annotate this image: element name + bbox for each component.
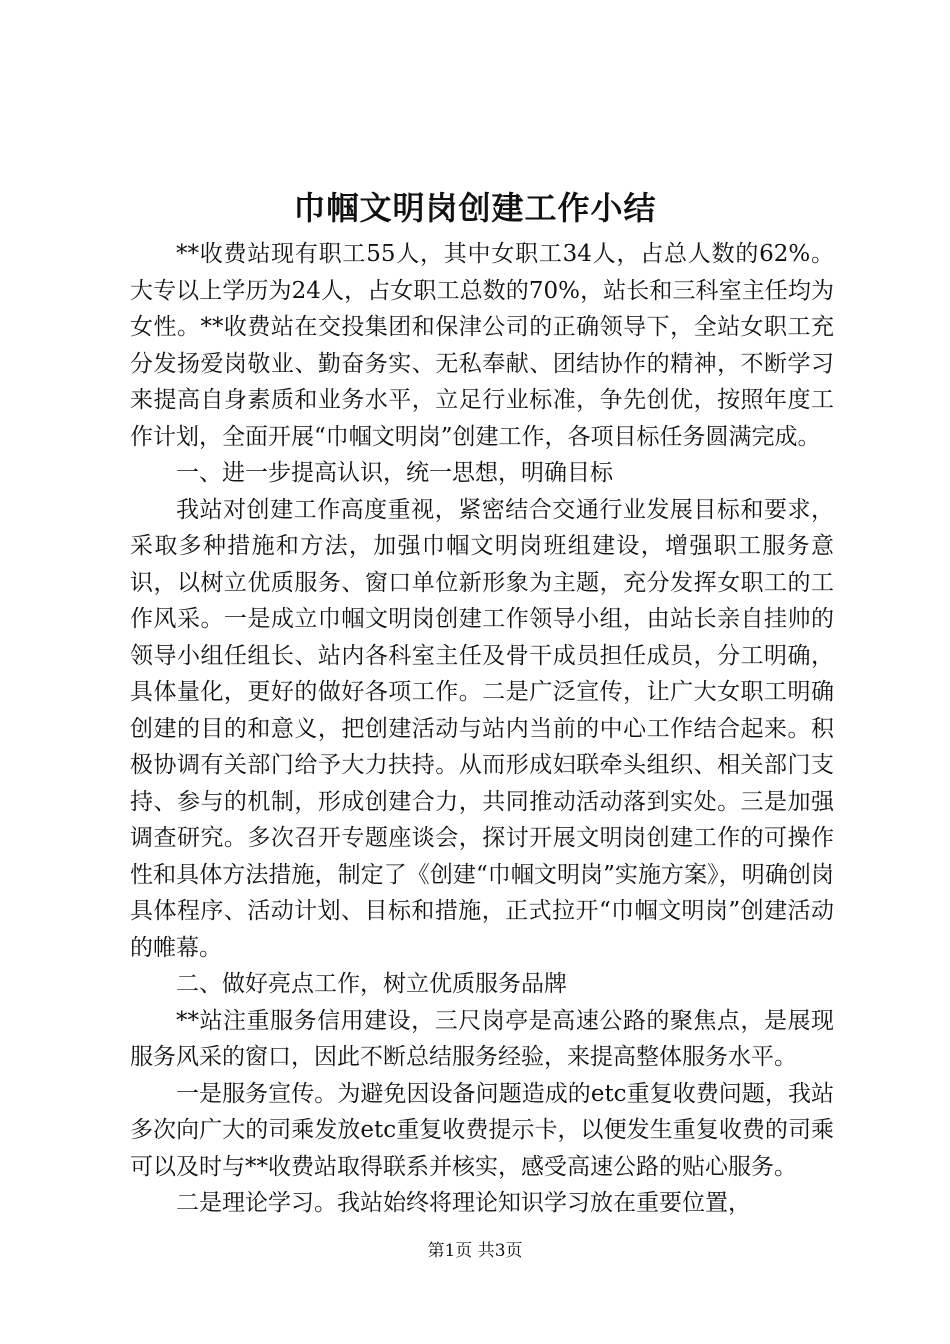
section-heading-1: 一、进一步提高认识，统一思想，明确目标: [176, 460, 613, 486]
section-heading-2: 二、做好亮点工作，树立优质服务品牌: [176, 971, 567, 997]
theory-study-paragraph: 二是理论学习。我站始终将理论知识学习放在重要位置，: [176, 1190, 751, 1216]
service-promotion-paragraph: 一是服务宣传。为避免因设备问题造成的etc重复收费问题，我站多次向广大的司乘发放etc重复收费提示卡，以便发生重复收费的司乘可以及时与**收费站取得联系并核实，感受高速公路的贴心服务。: [130, 1080, 834, 1180]
intro-paragraph: **收费站现有职工55人，其中女职工34人，占总人数的62%。大专以上学历为24人，占女职工总数的70%，站长和三科室主任均为女性。**收费站在交投集团和保津公司的正确领导下，全站女职工充分发扬爱岗敬业、勤奋务实、无私奉献、团结协作的精神，不断学习来提高自身素质和业务水平，立足行业标准，争先创优，按照年度工作计划，全面开展“巾帼文明岗”创建工作，各项目标任务圆满完成。: [130, 241, 834, 450]
page-footer: 第1页 共3页: [427, 1241, 523, 1261]
page-title: 巾帼文明岗创建工作小结: [293, 189, 657, 227]
document-body: [130, 236, 834, 1222]
section-1-paragraph: 我站对创建工作高度重视，紧密结合交通行业发展目标和要求，采取多种措施和方法，加强巾帼文明岗班组建设，增强职工服务意识，以树立优质服务、窗口单位新形象为主题，充分发挥女职工的工作风采。一是成立巾帼文明岗创建工作领导小组，由站长亲自挂帅的领导小组任组长、站内各科室主任及骨干成员担任成员，分工明确，具体量化，更好的做好各项工作。二是广泛宣传，让广大女职工明确创建的目的和意义，把创建活动与站内当前的中心工作结合起来。积极协调有关部门给予大力扶持。从而形成妇联牵头组织、相关部门支持、参与的机制，形成创建合力，共同推动活动落到实处。三是加强调查研究。多次召开专题座谈会，探讨开展文明岗创建工作的可操作性和具体方法措施，制定了《创建“巾帼文明岗”实施方案》，明确创岗具体程序、活动计划、目标和措施，正式拉开“巾帼文明岗”创建活动的帷幕。: [130, 496, 834, 961]
section-2-paragraph: **站注重服务信用建设，三尺岗亭是高速公路的聚焦点，是展现服务风采的窗口，因此不断总结服务经验，来提高整体服务水平。: [130, 1007, 834, 1070]
